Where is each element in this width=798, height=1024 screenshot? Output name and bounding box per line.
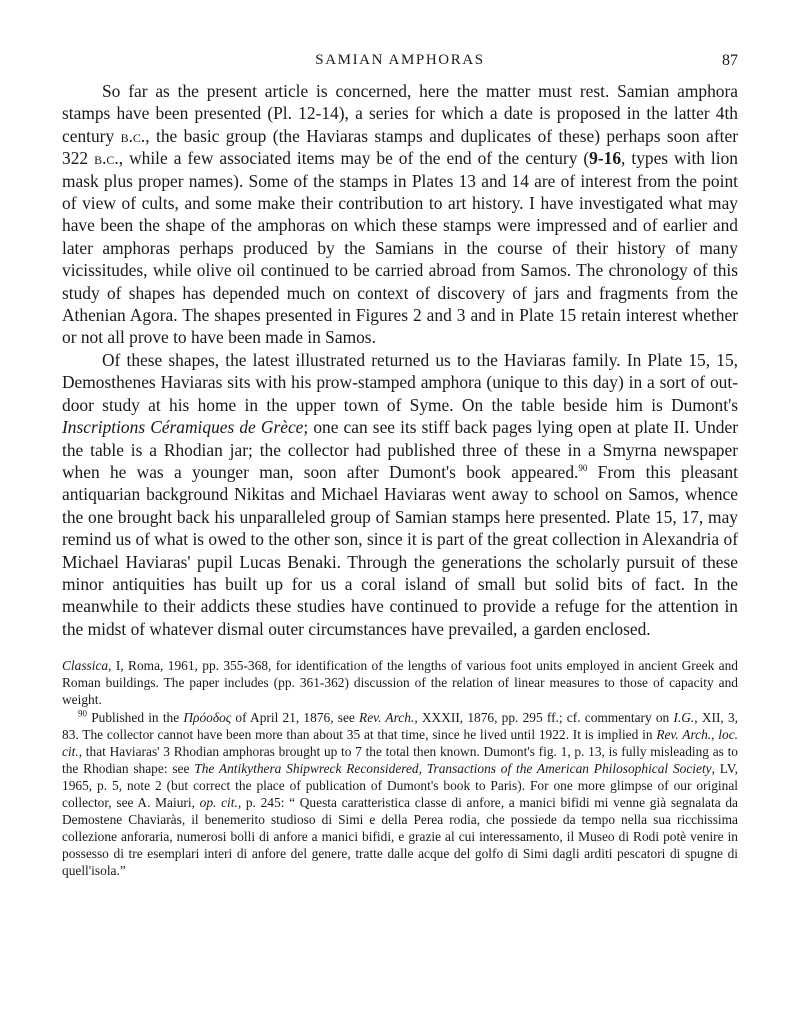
book-title: Inscriptions Céramiques de Grèce bbox=[62, 417, 304, 438]
page-content bbox=[62, 48, 738, 879]
paragraph: So far as the present article is concerned, here the matter must rest. Samian amphora stamps have been presented (Pl. 12-14), a series for which a date is proposed in the latter 4th century b.c., the basic group (the Haviaras stamps and duplicates of these) perhaps soon after 322 b.c., while a few associated items may be of the end of the century (9-16, types with lion mask plus proper names). Some of the stamps in Plates 13 and 14 are of interest from the point of view of cults, and some make their contribution to art history. I have investigated what may have been the shape of the amphoras on which these stamps were impressed and of earlier and later amphoras perhaps produced by the Samians in the course of their history of many vicissitudes, while olive oil continued to be carried abroad from Samos. The chronology of this study of shapes has depended much on context of discovery of jars and fragments from the Athenian Agora. The shapes presented in Figures 2 and 3 and in Plate 15 retain interest whether or not all prove to have been made in Samos. bbox=[62, 81, 738, 348]
body-text bbox=[62, 80, 738, 640]
footnote-continuation: Classica, I, Roma, 1961, pp. 355-368, for identification of the lengths of various foot units employed in ancient Greek and Roman buildings. The paper includes (pp. 361-362) discussion of the relation of linear measures to those of capacity and weight. bbox=[62, 658, 738, 708]
footnote-90: $^{90}$ Published in the Πρόοδος of April 21, 1876, see Rev. Arch., XXXII, 1876, pp. 295 ff.; cf. commentary on I.G., XII, 3, 83. The collector cannot have been more than about 35 at that time, since he lived until 1922. It is implied in Rev. Arch., loc. cit., that Haviaras' 3 Rhodian amphoras brought up to 7 the total then known. Dumont's fig. 1, p. 13, is fully misleading as to the Rhodian shape: see The Antikythera Shipwreck Reconsidered, Transactions of the American Philosophical Society, LV, 1965, p. 5, note 2 (but correct the place of publication of Dumont's book to Paris). For one more glimpse of our original collector, see A. Maiuri, op. cit., p. 245: “ Questa caratteristica classe di anfore, a manici bifidi mi venne già segnalata da Demostene Chaviaràs, il benemerito studioso di Simi e della Perea rodia, che possiede da tempo nella sua ricchissima collezione anforaria, numerosi bolli di anfore a manici bifidi, e grazie al cui interessamento, il Museo di Rodi potè venire in possesso di tre esemplari interi di anfore del genere, tratte dalle acque del golfo di Simi dagli arditi pescatori di spugne di quell'isola.” bbox=[62, 708, 739, 879]
page-header bbox=[62, 48, 738, 74]
footnotes bbox=[62, 657, 738, 879]
page-number: 87 bbox=[722, 52, 738, 69]
era-abbrev: b.c. bbox=[120, 125, 146, 146]
running-head: SAMIAN AMPHORAS bbox=[315, 52, 485, 68]
footnote-ref[interactable]: 90 bbox=[578, 463, 588, 474]
catalog-range: 9-16 bbox=[589, 148, 622, 169]
footnote-number: 90 bbox=[78, 708, 87, 719]
era-abbrev: b.c. bbox=[94, 148, 119, 169]
paragraph: Of these shapes, the latest illustrated returned us to the Haviaras family. In Plate 15, 15, Demosthenes Haviaras sits with his prow-stamped amphora (unique to this day) in a sort of out-door study at his home in the upper town of Syme. On the table beside him is Dumont's Inscriptions Céramiques de Grèce; one can see its stiff back pages lying open at plate II. Under the table is a Rhodian jar; the collector had published three of these in a Smyrna newspaper when he was a younger man, soon after Dumont's book appeared.$^{90}$ From this pleasant antiquarian background Nikitas and Michael Haviaras went away to school on Samos, whence the one brought back his unparalleled group of Samian stamps here presented. Plate 15, 17, may remind us of what is owed to the other son, since it is part of the great collection in Alexandria of Michael Haviaras' pupil Lucas Benaki. Through the generations the scholarly pursuit of these minor antiquities has built up for us a coral island of small but solid bits of fact. In the meanwhile to their addicts these studies have continued to provide a refuge for the attention in the midst of whatever dismal outer circumstances have prevailed, a garden enclosed. bbox=[62, 349, 738, 639]
